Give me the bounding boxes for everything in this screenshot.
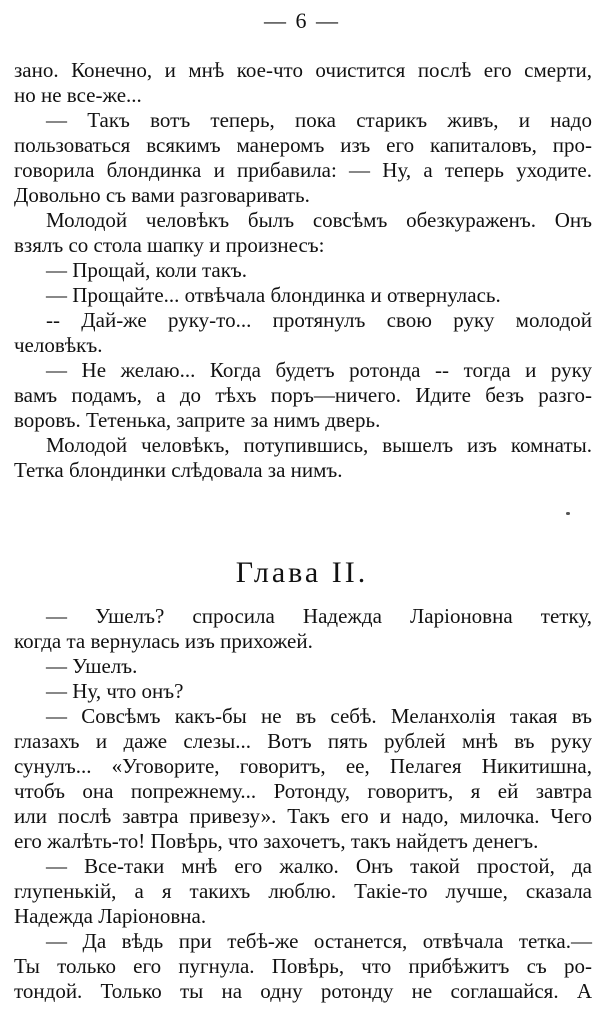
text-line: — Совсѣмъ какъ-бы не въ себѣ. Меланхолія такая въ — [46, 704, 592, 728]
text-line: Тетка блондинки слѣдовала за нимъ. — [14, 458, 343, 482]
paragraph — [14, 108, 592, 208]
text-line: чтобъ она попрежнему... Ротонду, говоритъ, я ей завтра — [14, 779, 592, 803]
text-line: глазахъ и даже слезы... Вотъ пять рублей мнѣ въ руку — [14, 729, 592, 753]
text-line: воровъ. Тетенька, заприте за нимъ дверь. — [14, 408, 381, 432]
text-block-top — [14, 58, 592, 483]
paragraph — [14, 208, 592, 258]
text-line: — Ну, что онъ? — [46, 679, 184, 703]
ink-speck — [566, 512, 570, 515]
text-block-bottom — [14, 604, 592, 1004]
paragraph — [14, 854, 592, 929]
text-line: говорила блондинка и прибавила: — Ну, а теперь уходите. — [14, 158, 592, 182]
text-line: но не все-же... — [14, 83, 142, 107]
text-line: — Ушелъ. — [46, 654, 138, 678]
text-line: — Прощайте... отвѣчала блондинка и отвернулась. — [46, 283, 501, 307]
text-line: вамъ подамъ, а до тѣхъ поръ—ничего. Идите безъ разго- — [14, 383, 592, 407]
paragraph — [14, 283, 592, 308]
text-line: Довольно съ вами разговаривать. — [14, 183, 310, 207]
paragraph — [14, 679, 592, 704]
paragraph — [14, 258, 592, 283]
text-line: -- Дай-же руку-то... протянулъ свою руку молодой — [46, 308, 592, 332]
text-line: его жалѣть-то! Повѣрь, что захочетъ, такъ найдетъ денегъ. — [14, 829, 539, 853]
text-line: — Ушелъ? спросила Надежда Ларіоновна тетку, — [46, 604, 592, 628]
paragraph — [14, 654, 592, 679]
text-line: — Да вѣдь при тебѣ-же останется, отвѣчала тетка.— — [46, 929, 592, 953]
paragraph — [14, 433, 592, 483]
chapter-heading: Глава II. — [235, 556, 369, 589]
page-number: — 6 — — [264, 8, 340, 33]
text-line: взялъ со стола шапку и произнесъ: — [14, 233, 325, 257]
text-line: сунулъ... «Уговорите, говоритъ, ее, Пелагея Никитишна, — [14, 754, 592, 778]
paragraph — [14, 704, 592, 854]
text-line: глупенькій, а я такихъ люблю. Такіе-то лучше, сказала — [14, 879, 592, 903]
text-line: — Такъ вотъ теперь, пока старикъ живъ, и надо — [46, 108, 592, 132]
text-line: пользоваться всякимъ манеромъ изъ его капиталовъ, про- — [14, 133, 592, 157]
text-line: Молодой человѣкъ, потупившись, вышелъ изъ комнаты. — [46, 433, 592, 457]
paragraph — [14, 604, 592, 654]
text-line: тондой. Только ты на одну ротонду не соглашайся. А — [14, 979, 592, 1003]
text-line: когда та вернулась изъ прихожей. — [14, 629, 313, 653]
text-line: — Прощай, коли такъ. — [46, 258, 248, 282]
text-line: — Все-таки мнѣ его жалко. Онъ такой простой, да — [46, 854, 592, 878]
text-line: Ты только его пугнула. Повѣрь, что прибѣжитъ съ ро- — [14, 954, 592, 978]
paragraph — [14, 58, 592, 108]
text-line: зано. Конечно, и мнѣ кое-что очистится послѣ его смерти, — [14, 58, 592, 82]
text-line: человѣкъ. — [14, 333, 103, 357]
text-line: Молодой человѣкъ былъ совсѣмъ обезкураженъ. Онъ — [46, 208, 592, 232]
paragraph — [14, 308, 592, 358]
paragraph — [14, 358, 592, 433]
text-line: или послѣ завтра привезу». Такъ его и надо, милочка. Чего — [14, 804, 592, 828]
text-line: Надежда Ларіоновна. — [14, 904, 207, 928]
text-line: — Не желаю... Когда будетъ ротонда -- тогда и руку — [46, 358, 592, 382]
paragraph — [14, 929, 592, 1004]
